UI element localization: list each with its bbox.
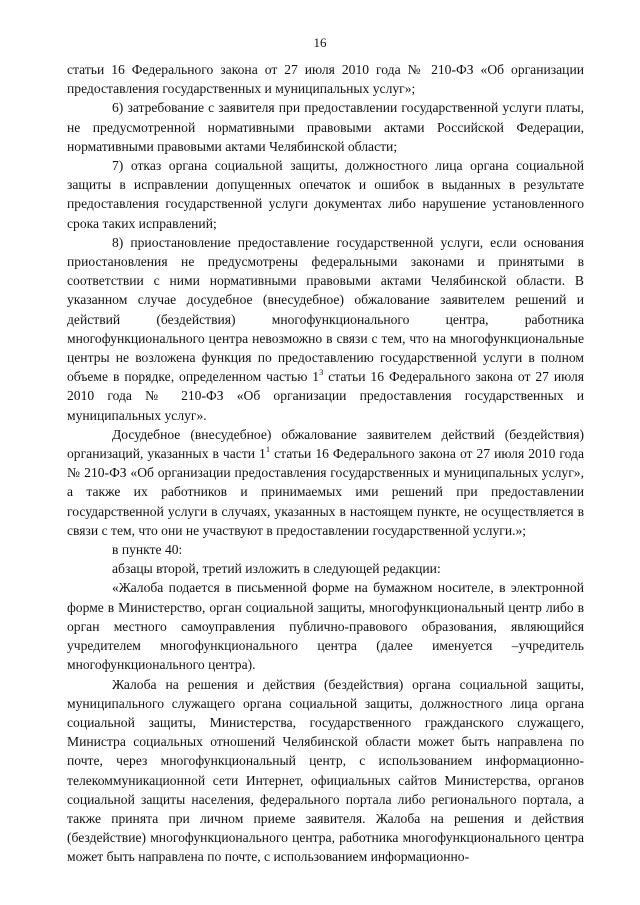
paragraph-clause-40: в пункте 40: bbox=[112, 542, 183, 558]
document-body bbox=[67, 60, 584, 867]
paragraph-amendment-intro: абзацы второй, третий изложить в следующей редакции: bbox=[112, 561, 441, 577]
paragraph-appeal-exclusion-text-a: Досудебное (внесудебное) обжалование заявителем действий (бездействия) организаций, указанных в части 1 bbox=[67, 426, 584, 462]
paragraph-continuation: статьи 16 Федерального закона от 27 июля 2010 года № 210-ФЗ «Об организации предоставления государственных и муниципальных услуг»; bbox=[67, 62, 584, 97]
page-number: 16 bbox=[313, 35, 327, 50]
paragraph-appeal-exclusion-text-b: статьи 16 Федерального закона от 27 июля 2010 года № 210-ФЗ «Об организации предоставления государственных и муниципальных услуг», а также их работников и принимаемых ими решений при предоставлении государственной услуги в случаях, указанных в настоящем пункте, не осуществляется в связи с тем, что они не участвуют в предоставлении государственной услуги.»; bbox=[67, 446, 585, 538]
superscript-marker: 3 bbox=[319, 367, 324, 378]
paragraph-item-6: 6) затребование с заявителя при предоставлении государственной услуги платы, не предусмотренной нормативными правовыми актами Российской Федерации, нормативными правовыми актами Челябинской области; bbox=[67, 100, 584, 154]
paragraph-complaint-form: «Жалоба подается в письменной форме на бумажном носителе, в электронной форме в Министерство, орган социальной защиты, многофункциональный центр либо в орган местного самоуправления публично-правового образования, являющийся учредителем многофункционального центра (далее именуется –учредитель многофункционального центра). bbox=[67, 580, 584, 673]
paragraph-appeal-exclusion bbox=[67, 425, 584, 540]
paragraph-item-8-text-b: статьи 16 Федерального закона от 27 июля 2010 года № 210-ФЗ «Об организации предоставления государственных и муниципальных услуг». bbox=[67, 369, 584, 423]
paragraph-item-8 bbox=[67, 233, 584, 425]
paragraph-complaint-channels: Жалоба на решения и действия (бездействия) органа социальной защиты, муниципального служащего органа социальной защиты, должностного лица органа социальной защиты, Министерства, государственного гражданского служащего, Министра социальных отношений Челябинской области может быть направлена по почте, через многофункциональный центр, с использованием информационно-телекоммуникационной сети Интернет, официальных сайтов Министерства, органов социальной защиты населения, федерального портала либо регионального портала, а также принята при личном приеме заявителя. Жалоба на решения и действия (бездействие) многофункционального центра, работника многофункционального центра может быть направлена по почте, с использованием информационно- bbox=[67, 676, 584, 865]
paragraph-item-8-text-a: 8) приостановление предоставление государственной услуги, если основания приостановления не предусмотрены федеральными законами и принятыми в соответствии с ними нормативными правовыми актами Челябинской области. В указанном случае досудебное (внесудебное) обжалование заявителем решений и действий (бездействия) многофункционального центра, работника многофункционального центра невозможно в связи с тем, что на многофункциональные центры не возложена функция по предоставлению государственной услуги в полном объеме в порядке, определенном частью 1 bbox=[67, 234, 584, 385]
superscript-marker: 1 bbox=[265, 444, 271, 455]
paragraph-item-7: 7) отказ органа социальной защиты, должностного лица органа социальной защиты в исправлении допущенных опечаток и ошибок в выданных в результате предоставления государственной услуги документах либо нарушение установленного срока таких исправлений; bbox=[67, 158, 584, 231]
